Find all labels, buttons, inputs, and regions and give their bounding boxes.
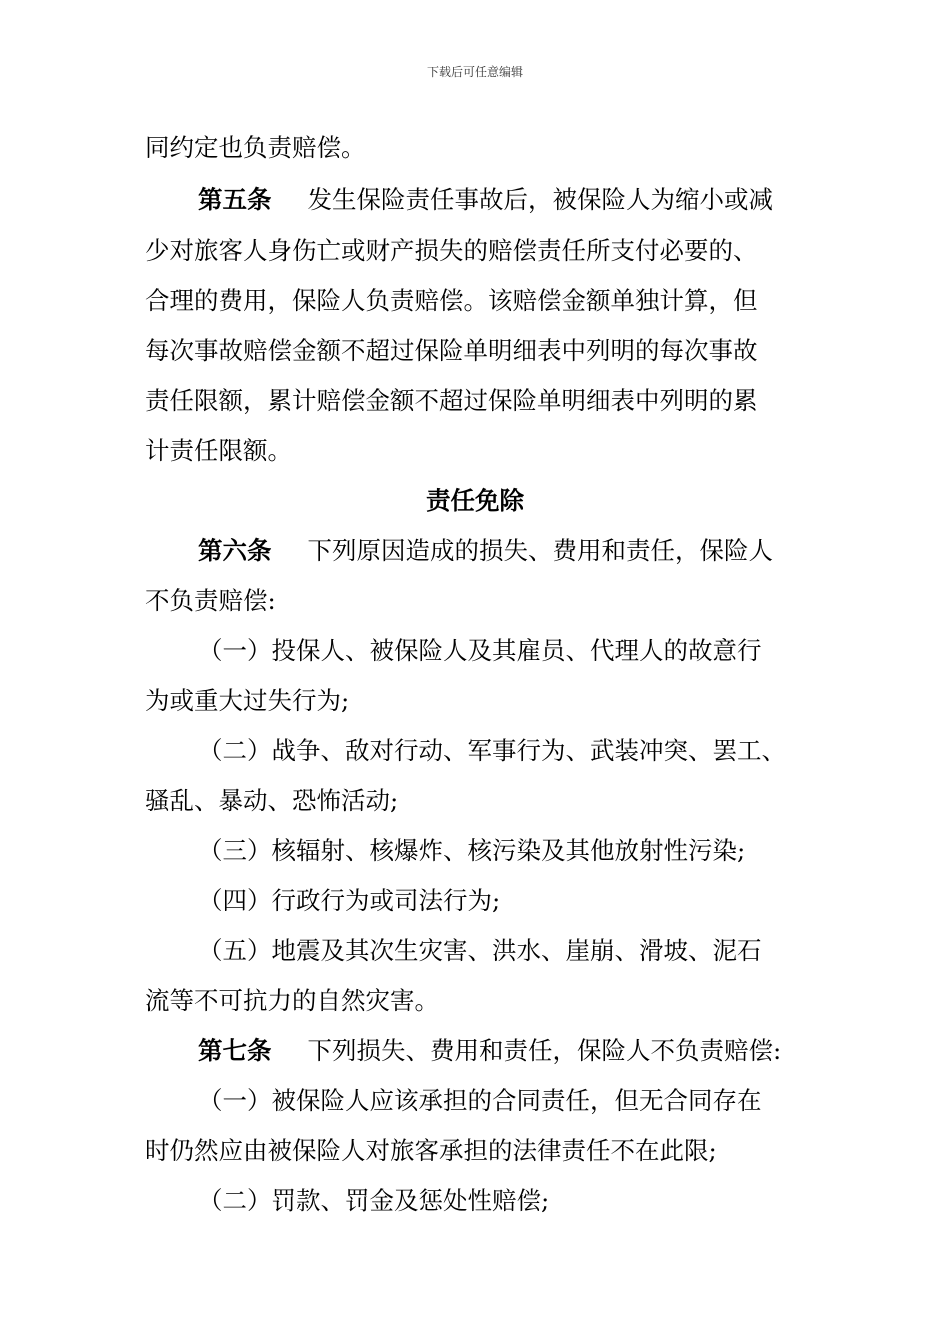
- article-6-item-4: （四）行政行为或司法行为;: [198, 886, 501, 915]
- article-6-item-2: （二）战争、敌对行动、军事行为、武装冲突、罢工、: [198, 736, 786, 765]
- article-6-item-1-cont: 为或重大过失行为;: [145, 686, 350, 715]
- text-line-3: 少对旅客人身伤亡或财产损失的赔偿责任所支付必要的、: [145, 236, 758, 265]
- article-7-label: 第七条: [198, 1036, 272, 1065]
- article-5-label: 第五条: [198, 185, 272, 214]
- article-7-item-1: （一）被保险人应该承担的合同责任，但无合同存在: [198, 1086, 762, 1115]
- article-7-first-line: [198, 1032, 781, 1070]
- page-header: 下载后可任意编辑: [426, 65, 523, 79]
- article-6-item-1: （一）投保人、被保险人及其雇员、代理人的故意行: [198, 636, 762, 665]
- text-line-4: 合理的费用，保险人负责赔偿。该赔偿金额单独计算，但: [145, 286, 758, 315]
- article-6-item-3: （三）核辐射、核爆炸、核污染及其他放射性污染;: [198, 836, 746, 865]
- article-6-cont: 不负责赔偿:: [145, 586, 276, 615]
- article-5-text: 发生保险责任事故后，被保险人为缩小或减: [307, 185, 773, 214]
- article-6-first-line: [198, 532, 773, 570]
- article-7-item-2: （二）罚款、罚金及惩处性赔偿;: [198, 1186, 550, 1215]
- text-line-6: 责任限额，累计赔偿金额不超过保险单明细表中列明的累: [145, 386, 758, 415]
- text-line-5: 每次事故赔偿金额不超过保险单明细表中列明的每次事故: [145, 336, 758, 365]
- article-6-item-5: （五）地震及其次生灾害、洪水、崖崩、滑坡、泥石: [198, 936, 762, 965]
- article-6-text: 下列原因造成的损失、费用和责任，保险人: [307, 536, 773, 565]
- article-7-text: 下列损失、费用和责任，保险人不负责赔偿:: [307, 1036, 782, 1065]
- article-6-item-2-cont: 骚乱、暴动、恐怖活动;: [145, 786, 399, 815]
- article-7-item-1-cont: 时仍然应由被保险人对旅客承担的法律责任不在此限;: [145, 1136, 717, 1165]
- section-heading: 责任免除: [426, 486, 524, 515]
- text-line-1: 同约定也负责赔偿。: [145, 133, 366, 162]
- text-line-7: 计责任限额。: [145, 436, 292, 465]
- article-6-item-5-cont: 流等不可抗力的自然灾害。: [145, 986, 439, 1015]
- article-6-label: 第六条: [198, 536, 272, 565]
- article-5-first-line: [198, 181, 773, 219]
